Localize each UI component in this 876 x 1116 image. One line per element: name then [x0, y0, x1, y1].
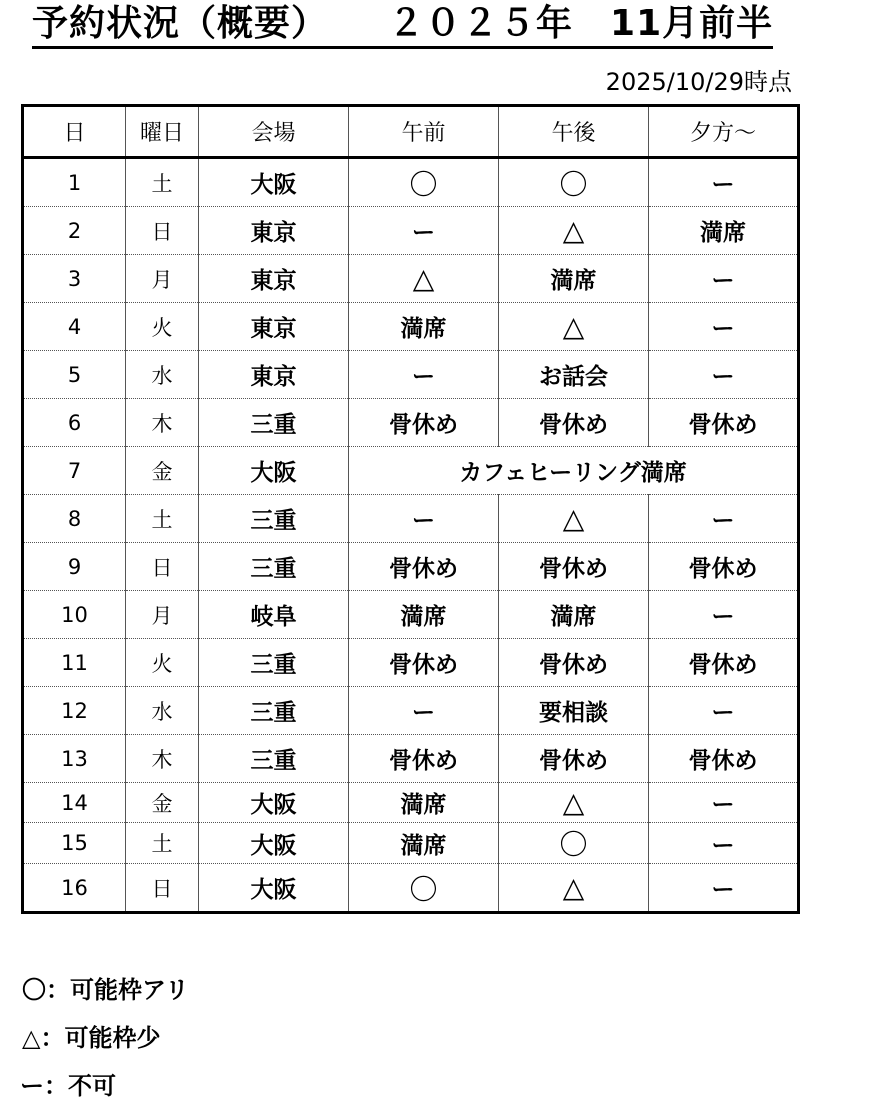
morning-cell: ー [349, 687, 499, 735]
table-row [23, 399, 799, 447]
evening-cell: ー [649, 303, 799, 351]
day-cell: 8 [23, 495, 126, 543]
afternoon-cell: 骨休め [499, 735, 649, 783]
day-cell: 7 [23, 447, 126, 495]
afternoon-cell: お話会 [499, 351, 649, 399]
weekday-cell: 土 [126, 158, 199, 207]
day-cell: 13 [23, 735, 126, 783]
table-row [23, 447, 799, 495]
day-cell: 2 [23, 207, 126, 255]
schedule-table [21, 104, 800, 914]
evening-cell: ー [649, 495, 799, 543]
evening-cell: ー [649, 783, 799, 823]
afternoon-cell: △ [499, 495, 649, 543]
venue-cell: 三重 [199, 639, 349, 687]
table-row [23, 543, 799, 591]
evening-cell: ー [649, 864, 799, 913]
venue-cell: 三重 [199, 543, 349, 591]
afternoon-cell: 骨休め [499, 639, 649, 687]
day-cell: 10 [23, 591, 126, 639]
evening-cell: 骨休め [649, 543, 799, 591]
table-row [23, 495, 799, 543]
morning-cell: 満席 [349, 823, 499, 864]
evening-cell: 骨休め [649, 399, 799, 447]
morning-cell: 〇 [349, 864, 499, 913]
day-cell: 15 [23, 823, 126, 864]
title-period: ２０２５年 11月前半 [388, 3, 774, 44]
venue-cell: 大阪 [199, 783, 349, 823]
afternoon-cell: △ [499, 783, 649, 823]
afternoon-cell: △ [499, 207, 649, 255]
day-cell: 4 [23, 303, 126, 351]
header-evening: 夕方～ [649, 106, 799, 158]
table-row [23, 351, 799, 399]
morning-cell: 骨休め [349, 543, 499, 591]
morning-cell: 満席 [349, 303, 499, 351]
afternoon-cell: 骨休め [499, 399, 649, 447]
morning-cell: 骨休め [349, 735, 499, 783]
evening-cell: ー [649, 591, 799, 639]
table-header [23, 106, 799, 158]
day-cell: 3 [23, 255, 126, 303]
day-cell: 9 [23, 543, 126, 591]
day-cell: 14 [23, 783, 126, 823]
afternoon-cell: 骨休め [499, 543, 649, 591]
weekday-cell: 金 [126, 783, 199, 823]
weekday-cell: 木 [126, 399, 199, 447]
weekday-cell: 土 [126, 823, 199, 864]
morning-cell: ー [349, 207, 499, 255]
table-row [23, 303, 799, 351]
day-cell: 12 [23, 687, 126, 735]
header-morning: 午前 [349, 106, 499, 158]
morning-cell: ー [349, 351, 499, 399]
day-cell: 5 [23, 351, 126, 399]
evening-cell: 骨休め [649, 639, 799, 687]
evening-cell: ー [649, 255, 799, 303]
venue-cell: 大阪 [199, 823, 349, 864]
weekday-cell: 火 [126, 303, 199, 351]
venue-cell: 三重 [199, 687, 349, 735]
evening-cell: ー [649, 351, 799, 399]
table-row [23, 207, 799, 255]
weekday-cell: 日 [126, 543, 199, 591]
afternoon-cell: △ [499, 864, 649, 913]
table-body [23, 158, 799, 913]
venue-cell: 東京 [199, 255, 349, 303]
legend-unavailable: ー：不可 [20, 1072, 116, 1100]
day-cell: 6 [23, 399, 126, 447]
as-of-date: 2025/10/29時点 [605, 68, 792, 96]
day-cell: 16 [23, 864, 126, 913]
table-row [23, 687, 799, 735]
afternoon-cell: △ [499, 303, 649, 351]
header-day: 日 [23, 106, 126, 158]
venue-cell: 東京 [199, 207, 349, 255]
weekday-cell: 月 [126, 255, 199, 303]
venue-cell: 東京 [199, 351, 349, 399]
morning-cell: △ [349, 255, 499, 303]
afternoon-cell: 満席 [499, 255, 649, 303]
morning-cell: 骨休め [349, 639, 499, 687]
title-main: 予約状況（概要） [32, 3, 329, 44]
weekday-cell: 土 [126, 495, 199, 543]
venue-cell: 東京 [199, 303, 349, 351]
afternoon-cell: 満席 [499, 591, 649, 639]
afternoon-cell: 〇 [499, 823, 649, 864]
table-row [23, 735, 799, 783]
legend-available: 〇：可能枠アリ [22, 976, 190, 1004]
venue-cell: 大阪 [199, 447, 349, 495]
evening-cell: 満席 [649, 207, 799, 255]
venue-cell: 三重 [199, 399, 349, 447]
evening-cell: ー [649, 823, 799, 864]
table-row [23, 864, 799, 913]
morning-cell: 骨休め [349, 399, 499, 447]
table-row [23, 158, 799, 207]
page-title [32, 2, 773, 49]
morning-cell: ー [349, 495, 499, 543]
day-cell: 11 [23, 639, 126, 687]
afternoon-cell: 〇 [499, 158, 649, 207]
weekday-cell: 月 [126, 591, 199, 639]
weekday-cell: 日 [126, 864, 199, 913]
table-row [23, 783, 799, 823]
day-cell: 1 [23, 158, 126, 207]
venue-cell: 大阪 [199, 158, 349, 207]
weekday-cell: 水 [126, 351, 199, 399]
venue-cell: 三重 [199, 735, 349, 783]
header-afternoon: 午後 [499, 106, 649, 158]
header-venue: 会場 [199, 106, 349, 158]
evening-cell: ー [649, 158, 799, 207]
table-row [23, 591, 799, 639]
weekday-cell: 木 [126, 735, 199, 783]
venue-cell: 三重 [199, 495, 349, 543]
afternoon-cell: 要相談 [499, 687, 649, 735]
table-row [23, 639, 799, 687]
venue-cell: 大阪 [199, 864, 349, 913]
header-weekday: 曜日 [126, 106, 199, 158]
evening-cell: ー [649, 687, 799, 735]
weekday-cell: 水 [126, 687, 199, 735]
legend-limited: △：可能枠少 [22, 1024, 161, 1052]
table-row [23, 255, 799, 303]
weekday-cell: 日 [126, 207, 199, 255]
morning-cell: 満席 [349, 591, 499, 639]
merged-slot-cell: カフェヒーリング満席 [349, 447, 799, 495]
venue-cell: 岐阜 [199, 591, 349, 639]
evening-cell: 骨休め [649, 735, 799, 783]
weekday-cell: 火 [126, 639, 199, 687]
morning-cell: 満席 [349, 783, 499, 823]
weekday-cell: 金 [126, 447, 199, 495]
morning-cell: 〇 [349, 158, 499, 207]
table-row [23, 823, 799, 864]
